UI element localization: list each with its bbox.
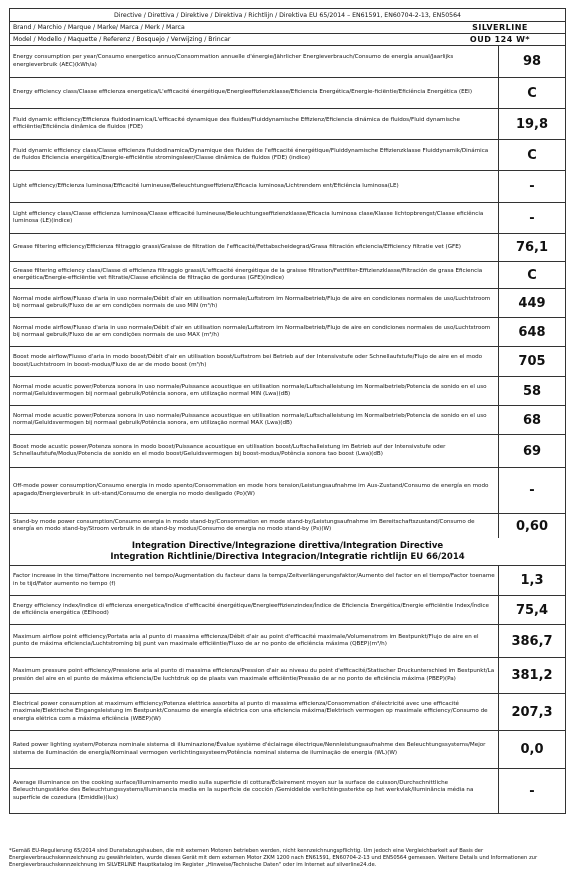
spec-value: 69 (498, 435, 565, 467)
spec-row (10, 596, 565, 625)
spec-row (10, 625, 565, 658)
model-label: Model / Modello / Maquette / Referenz / Bosquejo / Verwijzing / Brincar (13, 36, 231, 43)
spec-row (10, 406, 565, 435)
brand-row (10, 22, 565, 34)
spec-value: 648 (498, 318, 565, 346)
spec-row (10, 514, 565, 538)
spec-value: 705 (498, 347, 565, 376)
spec-label: Grease filtering efficiency class/Classe di efficienza filtraggio grassi/L'efficacité énergétique de la graisse filtration/Fettfilter-Effizienzklasse/Filtración de grasa Eficiencia energética/Energie-efficiëntie vet filtratie/Classe eficiência de filtração de gorduras (GFE)(indice) (13, 267, 483, 281)
spec-row (10, 78, 565, 109)
spec-value: - (498, 769, 565, 813)
spec-label: Boost mode acustic power/Potenza sonora in modo boost/Puissance acoustique en utilisation boost/Luftschalleistung im Betrieb auf der Intensivstufe oder Schnellaufstufe/Modus/Potencia de sonido en el modo boost/Geluidsvermogen bij boost-modus/Potência sonora tao boost (Lwa)(dB) (13, 443, 446, 457)
spec-row (10, 140, 565, 171)
spec-label: Electrical power consumption at maximum efficiency/Potenza elettrica assorbita al punto di massima efficienza/Consommation d'électricité avec une efficacité maximale/Elektrische Eingangsleistung im Bestpunkt/Consumo de energía eléctrica con una eficiencia máxima/Elektrisch vermogen op maximale efficiency/Consumo de energia elétrica com a máxima eficiência (WBEP)(W) (13, 701, 488, 722)
model-value: OUD 124 W* (469, 35, 531, 44)
spec-value: 75,4 (498, 596, 565, 624)
product-fiche-table (9, 8, 566, 814)
spec-row (10, 731, 565, 769)
spec-value: C (498, 262, 565, 288)
spec-label: Factor increase in the time/Fattore incremento nel tempo/Augmentation du facteur dans la temps/Zeitverlängerungsfaktor/Aumento del factor en el tiempo/Factor toename in te tijd/Fator aumento no tempo (f) (13, 573, 495, 587)
spec-value: C (498, 140, 565, 170)
spec-row (10, 203, 565, 234)
spec-value: C (498, 78, 565, 108)
footnote: *Gemäß EU-Regulierung 65/2014 sind Dunstabzugshauben, die mit externen Motoren betrieben werden, nicht kennzeichnungspflichtig. Um jedoch eine Vergleichbarkeit auf Basis der Energieverbrauchskennzeichnung zu gewährleisten, wurde dieses Gerät mit dem externen Motor ZKM 1200 nach EN61591, EN60704-2-13 und EN50564 gemessen. Weitere Details und Informationen zur Energieverbrauchskennzeichnung im SILVERLINE Hauptkatalog im Register „Hinweise/Technische Daten" oder im Internet auf silverline24.de. (9, 848, 538, 868)
spec-value: 386,7 (498, 625, 565, 657)
spec-row (10, 435, 565, 468)
spec-row (10, 694, 565, 731)
spec-value: 207,3 (498, 694, 565, 730)
spec-row (10, 234, 565, 262)
spec-label: Rated power lighting system/Potenza nominale sistema di illuminazione/Évalue système d'éclairage électrique/Nennleistungsaufnahme des Beleuchtungssystems/Mejor sistema de iluminación de energía/Nominaal vermogen verlichtingssysteem/Potência nominal sistema de iluminação de energia (WL)(W) (13, 742, 486, 756)
spec-label: Energy efficiency index/Indice di efficienza energetica/Indice d'efficacité énergétique/Energieeffizienzindex/Índice de Eficiencia Energética/Energie efficiëntie Index/Índice de eficiência energética (EEIhood) (13, 602, 489, 616)
spec-label: Stand-by mode power consumption/Consumo energia in modo stand-by/Consommation en mode stand-by/Leistungsaufnahme im Bereitschaftszustand/Consumo de energía en modo stand-by/Stroom verbruik in de stand-by modus/Consumo de energia no modo stand-by (Ps)(W) (13, 518, 475, 532)
spec-label: Light efficiency/Efficienza luminosa/Efficacité lumineuse/Beleuchtungseffizienz/Eficacia luminosa/Lichtrendem ent/Eficiência luminosa(LE) (13, 182, 399, 189)
spec-row (10, 347, 565, 377)
spec-label: Energy efficiency class/Classe efficienza energetica/L'efficacité énergétique/Energieeffizienzklasse/Eficiencia Energética/Energie-ficiëntie/Eficiência Energética (EEI) (13, 89, 473, 96)
spec-value: - (498, 468, 565, 513)
brand-value: SILVERLINE (472, 23, 528, 32)
spec-label: Boost mode airflow/Flusso d'aria in modo boost/Débit d'air en utilisation boost/Luftstrom bei Betrieb auf der Intensivstufe oder Schnellaufstufe/Flujo de aire en el modo boost/Luchtstroom in boost-modus/Fluxo de ar de modo boost (m³/h) (13, 354, 483, 368)
integration-title-line1: Integration Directive/Integrazione direttiva/Integration Directive (131, 540, 444, 551)
integration-spec-rows (10, 566, 565, 813)
spec-label: Light efficiency class/Classe efficienza luminosa/Classe efficacité lumineuse/Beleuchtungseffizienzklasse/Eficacia luminosa clase/Klasse lichtopbrengst/Classe eficiência luminosa (LE)(indice) (13, 210, 484, 224)
spec-value: 68 (498, 406, 565, 434)
spec-row (10, 262, 565, 289)
spec-label: Maximum airflow point efficiency/Portata aria al punto di massima efficienza/Débit d'air au point d'efficacité maximale/Volumenstrom im Bestpunkt/Flujo de aire en el punto de máxima eficiencia/Luchtstroming bij punt van maximale efficiëntie/Fluxo de ar no ponto de eficiência máxima (QBEP)(m³/h) (13, 633, 479, 647)
spec-label: Average illuminance on the cooking surface/Illuminamento medio sulla superficie di cottura/Éclairement moyen sur la surface de cuisson/Durchschnittliche Beleuchtungsstärke des Beleuchtungssystems/Iluminancia media en la superficie de cocción /Gemiddelde verlichtingssterkte op het werkvlak/Iluminância média na superfície de cozedura (Emiddle)(lux) (13, 780, 474, 801)
directive-header-row (10, 9, 565, 22)
spec-value: - (498, 203, 565, 233)
spec-row (10, 171, 565, 203)
spec-value: 0,0 (498, 731, 565, 768)
spec-value: 58 (498, 377, 565, 405)
spec-row (10, 289, 565, 318)
spec-label: Normal mode airflow/Flusso d'aria in uso normale/Débit d'air en utilisation normale/Luftstrom im Normalbetrieb/Flujo de aire en condiciones normales de uso/Luchtstroom bij normaal gebruik/Fluxo de ar em condições normais de uso MIN (m³/h) (13, 295, 491, 309)
spec-row (10, 769, 565, 813)
spec-value: 1,3 (498, 566, 565, 595)
integration-title-line2: Integration Richtlinie/Directiva Integracion/Integratie richtlijn EU 66/2014 (110, 551, 465, 562)
spec-label: Maximum pressure point efficiency/Pressione aria al punto di massima efficienza/Pression d'air au niveau du point d'efficacité/Statischer Druckunterschied im Bestpunkt/La presión del aire en el punto de máxima eficiencia/De luchtdruk op de plaats van maximale efficiëntie/Pressão de ar no ponto de eficiência máxima (PBEP)(Pa) (13, 668, 495, 682)
spec-label: Normal mode acustic power/Potenza sonora in uso normale/Puissance acoustique en utilisation normale/Luftschalleistung im Normalbetrieb/Potencia de sonido en el uso normal/Geluidsvermogen bij normaal gebruik/Potência sonora, em utilização normal MAX (Lwa)(dB) (13, 412, 487, 426)
model-row (10, 34, 565, 46)
spec-value: 76,1 (498, 234, 565, 261)
spec-row (10, 318, 565, 347)
spec-value: 449 (498, 289, 565, 317)
spec-value: 19,8 (498, 109, 565, 139)
spec-value: 98 (498, 46, 565, 77)
spec-label: Normal mode acustic power/Potenza sonora in uso normale/Puissance acoustique en utilisation normale/Luftschalleistung im Normalbetrieb/Potencia de sonido en el uso normal/Geluidsvermogen bij normaal gebruik/Potência sonora, em utilização normal MIN (Lwa)(dB) (13, 383, 487, 397)
spec-label: Normal mode airflow/Flusso d'aria in uso normale/Débit d'air en utilisation normale/Luftstrom im Normalbetrieb/Flujo de aire en condiciones normales de uso/Luchtstroom bij normaal gebruik/Fluxo de ar em condições normais de uso MAX (m³/h) (13, 324, 491, 338)
brand-label: Brand / Marchio / Marque / Marke/ Marca / Merk / Marca (13, 24, 185, 31)
spec-row (10, 468, 565, 514)
spec-row (10, 566, 565, 596)
integration-directive-header (10, 538, 565, 566)
directive-title: Directive / Direttiva / Direktive / Direktiva / Richtlijn / Direktiva EU 65/2014 – EN61591, EN60704-2-13, EN50564 (114, 11, 461, 19)
spec-row (10, 109, 565, 140)
spec-row (10, 377, 565, 406)
spec-label: Fluid dynamic efficiency/Efficienza fluidodinamica/L'efficacité dynamique des fluides/Fluiddynamische Effizienz/Eficiencia dinámica de fluidos/Fluid dynamische efficiëntie/Eficiência dinâmica de fluidos (FDE) (13, 116, 460, 130)
spec-label: Energy consumption per year/Consumo energetico annuo/Consommation annuelle d'énergie/Jährlicher Energieverbrauch/Consumo de energía anual/Jaarlijks energieverbruik (AEC)(kWh/a) (13, 54, 454, 68)
spec-label: Fluid dynamic efficiency class/Classe efficienza fluidodinamica/Dynamique des fluides de l'efficacité énergétique/Fluiddynamische Effizienzklasse Fluiddynamik/Dinámica de fluidos Eficiencia energética/Energie-efficiëntie stromingsleer/Classe dinâmica de fluidos (FDE) (indice) (13, 147, 489, 161)
spec-row (10, 658, 565, 694)
spec-label: Grease filtering efficiency/Efficienza filtraggio grassi/Graisse de filtration de l'efficacité/Fettabscheidegrad/Grasa filtración eficiencia/Efficiency filtratie vet (GFE) (13, 243, 461, 250)
spec-value: 0,60 (498, 514, 565, 538)
spec-label: Off-mode power consumption/Consumo energia in modo spento/Consommation en mode hors tension/Leistungsaufnahme im Aus-Zustand/Consumo de energía en modo apagado/Energieverbruik in uit-stand/Consumo de energia no modo desligado (Po)(W) (13, 483, 489, 497)
spec-rows (10, 46, 565, 538)
spec-row (10, 46, 565, 78)
spec-value: 381,2 (498, 658, 565, 693)
spec-value: - (498, 171, 565, 202)
